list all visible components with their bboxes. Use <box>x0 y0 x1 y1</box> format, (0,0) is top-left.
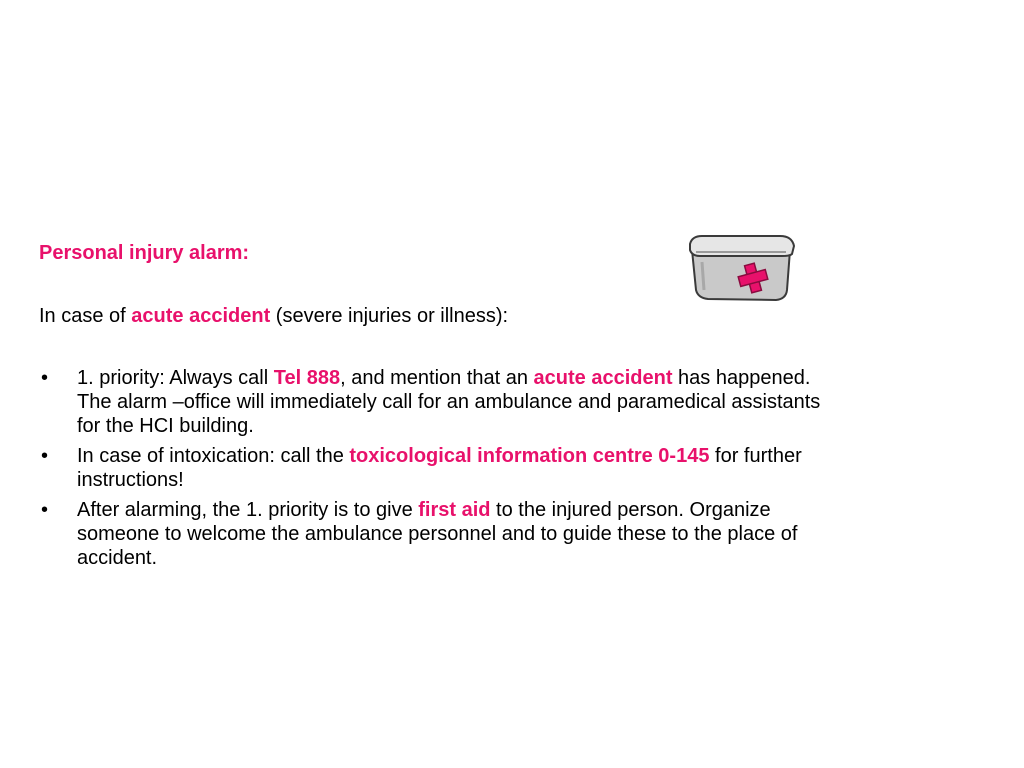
intro-highlight: acute accident <box>131 305 271 327</box>
bullet-highlight: toxicological information centre 0-145 <box>349 445 710 467</box>
bullet-text: After alarming, the 1. priority is to give <box>77 499 419 521</box>
bullet-text: 1. priority: Always call <box>77 367 274 389</box>
bullet-item <box>39 444 829 492</box>
bullet-item <box>39 498 829 570</box>
bullet-marker: • <box>41 367 49 389</box>
first-aid-kit-icon <box>686 232 798 304</box>
bullet-highlight: Tel 888 <box>273 367 341 389</box>
bullet-marker: • <box>41 499 49 521</box>
bullet-highlight: acute accident <box>533 367 673 389</box>
bullet-item <box>39 366 829 438</box>
bullet-text: , and mention that an <box>340 367 534 389</box>
intro-text-before: In case of <box>39 305 132 327</box>
intro-line <box>39 304 508 328</box>
bullet-list <box>39 366 829 576</box>
intro-text-after: (severe injuries or illness): <box>270 305 509 327</box>
bullet-marker: • <box>41 445 49 467</box>
bullet-text: for further instructions! <box>77 445 802 491</box>
bullet-highlight: first aid <box>418 499 491 521</box>
bullet-text: to the injured person. Organize someone to welcome the ambulance personnel and to guide these to the place of accident. <box>77 499 798 569</box>
bullet-text: In case of intoxication: call the <box>77 445 350 467</box>
bullet-text: has happened. The alarm –office will immediately call for an ambulance and paramedical assistants for the HCI building. <box>77 367 821 437</box>
slide-heading: Personal injury alarm: <box>39 242 250 264</box>
